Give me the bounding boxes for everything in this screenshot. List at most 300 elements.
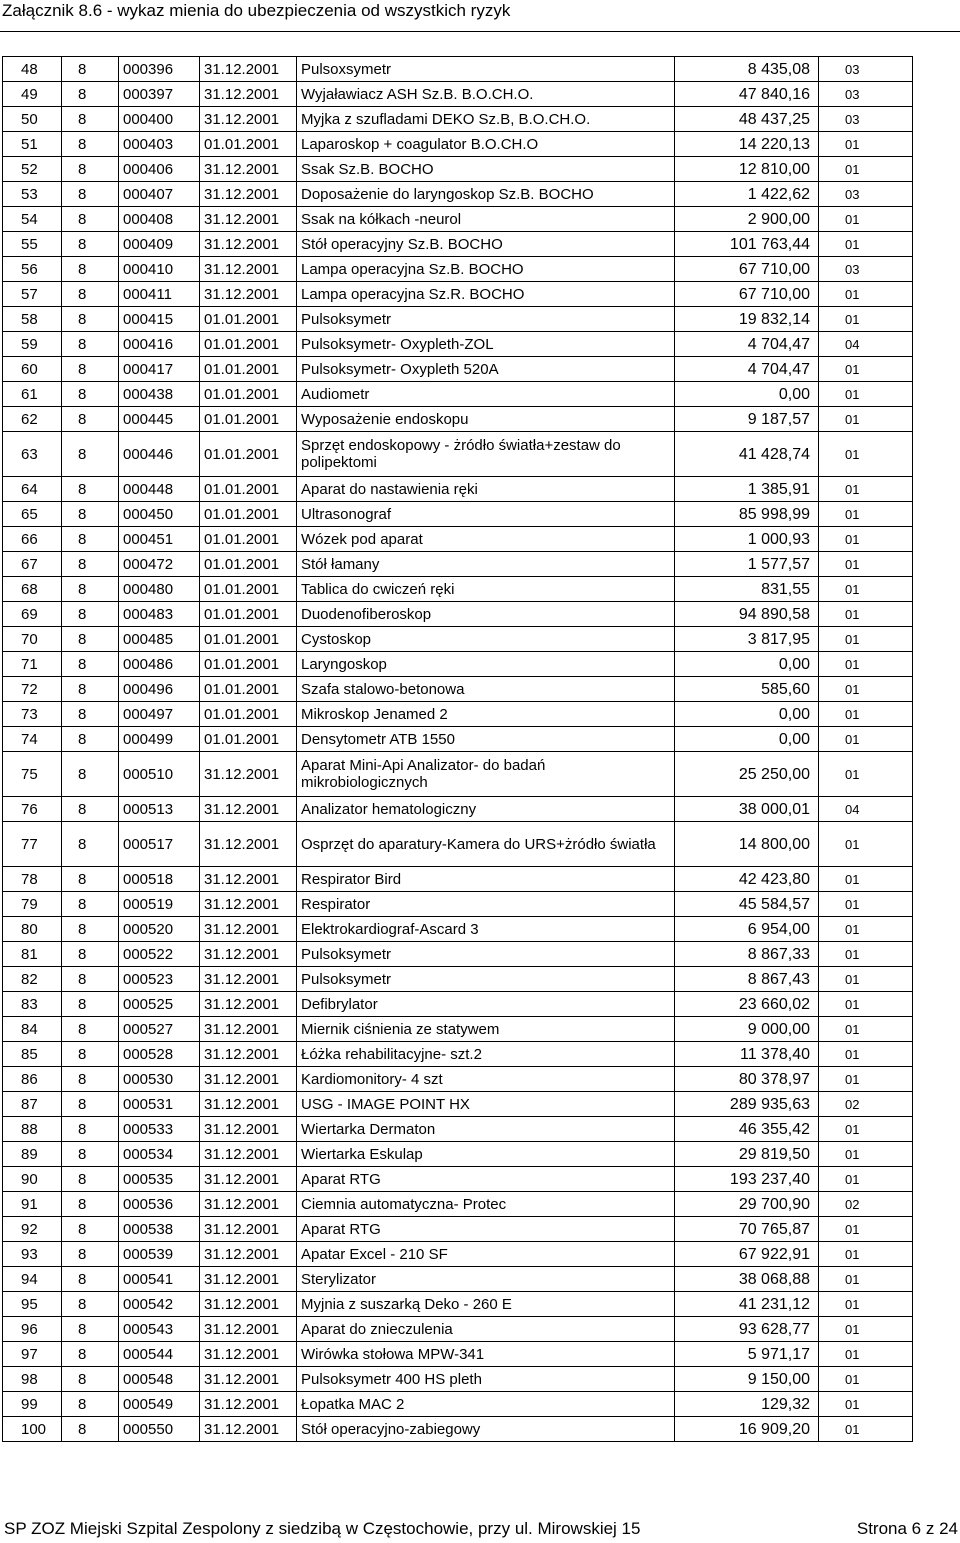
category-code-cell: 03 [819, 57, 913, 82]
category-code-cell: 01 [819, 1317, 913, 1342]
group-code-cell: 8 [62, 132, 119, 157]
group-code-cell: 8 [62, 57, 119, 82]
item-name-cell: Pulsoksymetr [297, 967, 675, 992]
inventory-number-cell: 000513 [119, 797, 200, 822]
group-code-cell: 8 [62, 992, 119, 1017]
item-value-cell: 3 817,95 [675, 627, 819, 652]
row-number-cell: 48 [3, 57, 62, 82]
row-number-cell: 82 [3, 967, 62, 992]
table-row [3, 1342, 913, 1367]
inventory-number-cell: 000450 [119, 502, 200, 527]
category-code-cell: 01 [819, 432, 913, 477]
acquisition-date-cell: 01.01.2001 [200, 552, 297, 577]
row-number-cell: 58 [3, 307, 62, 332]
table-row [3, 1367, 913, 1392]
group-code-cell: 8 [62, 867, 119, 892]
row-number-cell: 49 [3, 82, 62, 107]
table-row [3, 1417, 913, 1442]
item-value-cell: 101 763,44 [675, 232, 819, 257]
item-name-cell: Stół łamany [297, 552, 675, 577]
acquisition-date-cell: 31.12.2001 [200, 1392, 297, 1417]
inventory-table [2, 56, 913, 1442]
item-value-cell: 48 437,25 [675, 107, 819, 132]
row-number-cell: 91 [3, 1192, 62, 1217]
category-code-cell: 01 [819, 822, 913, 867]
row-number-cell: 88 [3, 1117, 62, 1142]
item-name-cell: Wirówka stołowa MPW-341 [297, 1342, 675, 1367]
acquisition-date-cell: 01.01.2001 [200, 502, 297, 527]
table-row [3, 1017, 913, 1042]
category-code-cell: 01 [819, 1367, 913, 1392]
acquisition-date-cell: 31.12.2001 [200, 107, 297, 132]
item-value-cell: 6 954,00 [675, 917, 819, 942]
group-code-cell: 8 [62, 82, 119, 107]
table-row [3, 822, 913, 867]
acquisition-date-cell: 31.12.2001 [200, 282, 297, 307]
item-name-cell: Stół operacyjno-zabiegowy [297, 1417, 675, 1442]
category-code-cell: 01 [819, 1142, 913, 1167]
item-value-cell: 16 909,20 [675, 1417, 819, 1442]
category-code-cell: 01 [819, 702, 913, 727]
item-name-cell: Wyjaławiacz ASH Sz.B. B.O.CH.O. [297, 82, 675, 107]
acquisition-date-cell: 31.12.2001 [200, 57, 297, 82]
inventory-number-cell: 000510 [119, 752, 200, 797]
acquisition-date-cell: 31.12.2001 [200, 752, 297, 797]
category-code-cell: 02 [819, 1092, 913, 1117]
inventory-number-cell: 000396 [119, 57, 200, 82]
acquisition-date-cell: 31.12.2001 [200, 157, 297, 182]
table-row [3, 967, 913, 992]
group-code-cell: 8 [62, 502, 119, 527]
item-name-cell: Kardiomonitory- 4 szt [297, 1067, 675, 1092]
item-value-cell: 67 710,00 [675, 282, 819, 307]
table-row [3, 1392, 913, 1417]
page-footer [0, 1518, 960, 1542]
inventory-number-cell: 000550 [119, 1417, 200, 1442]
table-row [3, 502, 913, 527]
group-code-cell: 8 [62, 1092, 119, 1117]
acquisition-date-cell: 31.12.2001 [200, 1217, 297, 1242]
row-number-cell: 85 [3, 1042, 62, 1067]
row-number-cell: 86 [3, 1067, 62, 1092]
category-code-cell: 03 [819, 182, 913, 207]
row-number-cell: 52 [3, 157, 62, 182]
inventory-number-cell: 000518 [119, 867, 200, 892]
item-value-cell: 23 660,02 [675, 992, 819, 1017]
table-row [3, 942, 913, 967]
inventory-number-cell: 000485 [119, 627, 200, 652]
item-value-cell: 14 800,00 [675, 822, 819, 867]
group-code-cell: 8 [62, 407, 119, 432]
group-code-cell: 8 [62, 552, 119, 577]
item-name-cell: Wózek pod aparat [297, 527, 675, 552]
item-value-cell: 11 378,40 [675, 1042, 819, 1067]
item-name-cell: Aparat do nastawienia ręki [297, 477, 675, 502]
item-name-cell: Aparat Mini-Api Analizator- do badań mikrobiologicznych [297, 752, 675, 797]
category-code-cell: 01 [819, 867, 913, 892]
row-number-cell: 94 [3, 1267, 62, 1292]
group-code-cell: 8 [62, 307, 119, 332]
item-value-cell: 8 867,43 [675, 967, 819, 992]
row-number-cell: 69 [3, 602, 62, 627]
acquisition-date-cell: 31.12.2001 [200, 822, 297, 867]
item-name-cell: Pulsoksymetr 400 HS pleth [297, 1367, 675, 1392]
acquisition-date-cell: 01.01.2001 [200, 132, 297, 157]
acquisition-date-cell: 31.12.2001 [200, 992, 297, 1017]
item-value-cell: 14 220,13 [675, 132, 819, 157]
group-code-cell: 8 [62, 1417, 119, 1442]
row-number-cell: 63 [3, 432, 62, 477]
acquisition-date-cell: 31.12.2001 [200, 1092, 297, 1117]
table-row [3, 727, 913, 752]
item-value-cell: 67 710,00 [675, 257, 819, 282]
group-code-cell: 8 [62, 1267, 119, 1292]
acquisition-date-cell: 01.01.2001 [200, 407, 297, 432]
inventory-number-cell: 000522 [119, 942, 200, 967]
acquisition-date-cell: 31.12.2001 [200, 917, 297, 942]
group-code-cell: 8 [62, 577, 119, 602]
item-name-cell: Doposażenie do laryngoskop Sz.B. BOCHO [297, 182, 675, 207]
item-name-cell: Lampa operacyjna Sz.R. BOCHO [297, 282, 675, 307]
group-code-cell: 8 [62, 677, 119, 702]
item-name-cell: Apatar Excel - 210 SF [297, 1242, 675, 1267]
category-code-cell: 01 [819, 602, 913, 627]
item-name-cell: Ssak Sz.B. BOCHO [297, 157, 675, 182]
item-value-cell: 129,32 [675, 1392, 819, 1417]
row-number-cell: 57 [3, 282, 62, 307]
category-code-cell: 01 [819, 1342, 913, 1367]
row-number-cell: 97 [3, 1342, 62, 1367]
item-value-cell: 9 150,00 [675, 1367, 819, 1392]
group-code-cell: 8 [62, 942, 119, 967]
row-number-cell: 77 [3, 822, 62, 867]
inventory-number-cell: 000480 [119, 577, 200, 602]
acquisition-date-cell: 31.12.2001 [200, 207, 297, 232]
inventory-number-cell: 000527 [119, 1017, 200, 1042]
row-number-cell: 89 [3, 1142, 62, 1167]
inventory-number-cell: 000535 [119, 1167, 200, 1192]
item-name-cell: Mikroskop Jenamed 2 [297, 702, 675, 727]
group-code-cell: 8 [62, 1392, 119, 1417]
group-code-cell: 8 [62, 157, 119, 182]
table-row [3, 1142, 913, 1167]
item-name-cell: Ciemnia automatyczna- Protec [297, 1192, 675, 1217]
acquisition-date-cell: 31.12.2001 [200, 232, 297, 257]
row-number-cell: 95 [3, 1292, 62, 1317]
table-row [3, 602, 913, 627]
category-code-cell: 01 [819, 1067, 913, 1092]
table-row [3, 1092, 913, 1117]
group-code-cell: 8 [62, 1067, 119, 1092]
inventory-number-cell: 000549 [119, 1392, 200, 1417]
table-row [3, 1192, 913, 1217]
inventory-number-cell: 000446 [119, 432, 200, 477]
category-code-cell: 04 [819, 332, 913, 357]
row-number-cell: 92 [3, 1217, 62, 1242]
group-code-cell: 8 [62, 1242, 119, 1267]
row-number-cell: 100 [3, 1417, 62, 1442]
acquisition-date-cell: 31.12.2001 [200, 1292, 297, 1317]
group-code-cell: 8 [62, 917, 119, 942]
row-number-cell: 59 [3, 332, 62, 357]
item-name-cell: Densytometr ATB 1550 [297, 727, 675, 752]
category-code-cell: 01 [819, 1267, 913, 1292]
group-code-cell: 8 [62, 107, 119, 132]
table-row [3, 157, 913, 182]
item-name-cell: Cystoskop [297, 627, 675, 652]
acquisition-date-cell: 31.12.2001 [200, 1192, 297, 1217]
item-value-cell: 42 423,80 [675, 867, 819, 892]
group-code-cell: 8 [62, 892, 119, 917]
item-value-cell: 41 428,74 [675, 432, 819, 477]
acquisition-date-cell: 31.12.2001 [200, 1017, 297, 1042]
item-value-cell: 1 000,93 [675, 527, 819, 552]
row-number-cell: 71 [3, 652, 62, 677]
acquisition-date-cell: 01.01.2001 [200, 727, 297, 752]
item-name-cell: Pulsoksymetr- Oxypleth-ZOL [297, 332, 675, 357]
category-code-cell: 01 [819, 1167, 913, 1192]
acquisition-date-cell: 31.12.2001 [200, 892, 297, 917]
table-row [3, 867, 913, 892]
item-name-cell: Ultrasonograf [297, 502, 675, 527]
inventory-number-cell: 000408 [119, 207, 200, 232]
item-value-cell: 9 187,57 [675, 407, 819, 432]
inventory-number-cell: 000528 [119, 1042, 200, 1067]
item-value-cell: 2 900,00 [675, 207, 819, 232]
category-code-cell: 01 [819, 157, 913, 182]
item-name-cell: Pulsoxsymetr [297, 57, 675, 82]
inventory-number-cell: 000445 [119, 407, 200, 432]
category-code-cell: 01 [819, 407, 913, 432]
category-code-cell: 01 [819, 207, 913, 232]
row-number-cell: 98 [3, 1367, 62, 1392]
group-code-cell: 8 [62, 1292, 119, 1317]
page-header [0, 0, 960, 32]
table-row [3, 992, 913, 1017]
category-code-cell: 03 [819, 257, 913, 282]
item-value-cell: 831,55 [675, 577, 819, 602]
table-row [3, 1042, 913, 1067]
category-code-cell: 01 [819, 577, 913, 602]
table-row [3, 57, 913, 82]
category-code-cell: 01 [819, 627, 913, 652]
table-row [3, 797, 913, 822]
item-value-cell: 38 068,88 [675, 1267, 819, 1292]
item-value-cell: 41 231,12 [675, 1292, 819, 1317]
row-number-cell: 66 [3, 527, 62, 552]
item-name-cell: Sprzęt endoskopowy - żródło światła+zestaw do polipektomi [297, 432, 675, 477]
group-code-cell: 8 [62, 797, 119, 822]
item-name-cell: Miernik ciśnienia ze statywem [297, 1017, 675, 1042]
category-code-cell: 01 [819, 1017, 913, 1042]
item-value-cell: 1 577,57 [675, 552, 819, 577]
group-code-cell: 8 [62, 1142, 119, 1167]
row-number-cell: 84 [3, 1017, 62, 1042]
table-row [3, 357, 913, 382]
table-row [3, 892, 913, 917]
row-number-cell: 56 [3, 257, 62, 282]
category-code-cell: 01 [819, 1242, 913, 1267]
item-value-cell: 0,00 [675, 702, 819, 727]
row-number-cell: 87 [3, 1092, 62, 1117]
acquisition-date-cell: 31.12.2001 [200, 797, 297, 822]
group-code-cell: 8 [62, 822, 119, 867]
group-code-cell: 8 [62, 1217, 119, 1242]
inventory-table-body [3, 57, 913, 1442]
item-name-cell: Aparat RTG [297, 1167, 675, 1192]
item-value-cell: 70 765,87 [675, 1217, 819, 1242]
row-number-cell: 78 [3, 867, 62, 892]
item-value-cell: 80 378,97 [675, 1067, 819, 1092]
category-code-cell: 01 [819, 502, 913, 527]
table-row [3, 477, 913, 502]
group-code-cell: 8 [62, 257, 119, 282]
inventory-number-cell: 000538 [119, 1217, 200, 1242]
row-number-cell: 99 [3, 1392, 62, 1417]
table-row [3, 132, 913, 157]
table-row [3, 182, 913, 207]
category-code-cell: 01 [819, 1417, 913, 1442]
group-code-cell: 8 [62, 332, 119, 357]
group-code-cell: 8 [62, 182, 119, 207]
group-code-cell: 8 [62, 602, 119, 627]
item-name-cell: Duodenofiberoskop [297, 602, 675, 627]
item-name-cell: Szafa stalowo-betonowa [297, 677, 675, 702]
group-code-cell: 8 [62, 627, 119, 652]
item-value-cell: 25 250,00 [675, 752, 819, 797]
row-number-cell: 74 [3, 727, 62, 752]
group-code-cell: 8 [62, 477, 119, 502]
inventory-number-cell: 000486 [119, 652, 200, 677]
table-row [3, 1117, 913, 1142]
inventory-number-cell: 000520 [119, 917, 200, 942]
category-code-cell: 01 [819, 1392, 913, 1417]
table-row [3, 1217, 913, 1242]
table-row [3, 1267, 913, 1292]
item-value-cell: 8 867,33 [675, 942, 819, 967]
acquisition-date-cell: 01.01.2001 [200, 677, 297, 702]
category-code-cell: 01 [819, 652, 913, 677]
category-code-cell: 01 [819, 677, 913, 702]
item-name-cell: Wyposażenie endoskopu [297, 407, 675, 432]
item-value-cell: 8 435,08 [675, 57, 819, 82]
item-name-cell: Lampa operacyjna Sz.B. BOCHO [297, 257, 675, 282]
table-row [3, 1242, 913, 1267]
row-number-cell: 75 [3, 752, 62, 797]
item-name-cell: Tablica do cwiczeń ręki [297, 577, 675, 602]
item-name-cell: Ssak na kółkach -neurol [297, 207, 675, 232]
category-code-cell: 01 [819, 552, 913, 577]
footer-institution: SP ZOZ Miejski Szpital Zespolony z siedzibą w Częstochowie, przy ul. Mirowskiej 15 [4, 1519, 641, 1538]
group-code-cell: 8 [62, 282, 119, 307]
item-name-cell: Elektrokardiograf-Ascard 3 [297, 917, 675, 942]
row-number-cell: 51 [3, 132, 62, 157]
item-value-cell: 193 237,40 [675, 1167, 819, 1192]
category-code-cell: 01 [819, 357, 913, 382]
table-row [3, 627, 913, 652]
inventory-number-cell: 000415 [119, 307, 200, 332]
inventory-number-cell: 000539 [119, 1242, 200, 1267]
acquisition-date-cell: 31.12.2001 [200, 867, 297, 892]
item-name-cell: Osprzęt do aparatury-Kamera do URS+żródło światła [297, 822, 675, 867]
item-name-cell: Analizator hematologiczny [297, 797, 675, 822]
row-number-cell: 93 [3, 1242, 62, 1267]
category-code-cell: 01 [819, 232, 913, 257]
group-code-cell: 8 [62, 1192, 119, 1217]
acquisition-date-cell: 31.12.2001 [200, 257, 297, 282]
row-number-cell: 67 [3, 552, 62, 577]
group-code-cell: 8 [62, 1167, 119, 1192]
item-value-cell: 585,60 [675, 677, 819, 702]
table-row [3, 432, 913, 477]
category-code-cell: 01 [819, 992, 913, 1017]
item-name-cell: Respirator [297, 892, 675, 917]
category-code-cell: 01 [819, 382, 913, 407]
table-row [3, 332, 913, 357]
item-value-cell: 289 935,63 [675, 1092, 819, 1117]
row-number-cell: 55 [3, 232, 62, 257]
item-value-cell: 0,00 [675, 727, 819, 752]
category-code-cell: 01 [819, 917, 913, 942]
inventory-number-cell: 000410 [119, 257, 200, 282]
inventory-number-cell: 000523 [119, 967, 200, 992]
acquisition-date-cell: 31.12.2001 [200, 82, 297, 107]
group-code-cell: 8 [62, 1367, 119, 1392]
acquisition-date-cell: 31.12.2001 [200, 967, 297, 992]
inventory-number-cell: 000541 [119, 1267, 200, 1292]
item-name-cell: Pulsoksymetr [297, 307, 675, 332]
row-number-cell: 70 [3, 627, 62, 652]
category-code-cell: 01 [819, 527, 913, 552]
acquisition-date-cell: 31.12.2001 [200, 1117, 297, 1142]
table-row [3, 577, 913, 602]
group-code-cell: 8 [62, 432, 119, 477]
row-number-cell: 54 [3, 207, 62, 232]
inventory-number-cell: 000530 [119, 1067, 200, 1092]
acquisition-date-cell: 31.12.2001 [200, 1042, 297, 1067]
table-row [3, 382, 913, 407]
row-number-cell: 96 [3, 1317, 62, 1342]
category-code-cell: 01 [819, 1217, 913, 1242]
table-row [3, 107, 913, 132]
acquisition-date-cell: 31.12.2001 [200, 1317, 297, 1342]
acquisition-date-cell: 31.12.2001 [200, 1167, 297, 1192]
table-row [3, 552, 913, 577]
category-code-cell: 01 [819, 282, 913, 307]
item-value-cell: 67 922,91 [675, 1242, 819, 1267]
category-code-cell: 03 [819, 107, 913, 132]
row-number-cell: 65 [3, 502, 62, 527]
table-row [3, 752, 913, 797]
item-name-cell: Myjnia z suszarką Deko - 260 E [297, 1292, 675, 1317]
item-name-cell: Łóżka rehabilitacyjne- szt.2 [297, 1042, 675, 1067]
inventory-number-cell: 000448 [119, 477, 200, 502]
inventory-number-cell: 000438 [119, 382, 200, 407]
acquisition-date-cell: 01.01.2001 [200, 627, 297, 652]
row-number-cell: 62 [3, 407, 62, 432]
inventory-number-cell: 000409 [119, 232, 200, 257]
acquisition-date-cell: 31.12.2001 [200, 1067, 297, 1092]
category-code-cell: 03 [819, 82, 913, 107]
item-value-cell: 47 840,16 [675, 82, 819, 107]
acquisition-date-cell: 01.01.2001 [200, 307, 297, 332]
category-code-cell: 04 [819, 797, 913, 822]
inventory-number-cell: 000499 [119, 727, 200, 752]
item-name-cell: Aparat do znieczulenia [297, 1317, 675, 1342]
item-value-cell: 45 584,57 [675, 892, 819, 917]
table-row [3, 527, 913, 552]
table-row [3, 1067, 913, 1092]
